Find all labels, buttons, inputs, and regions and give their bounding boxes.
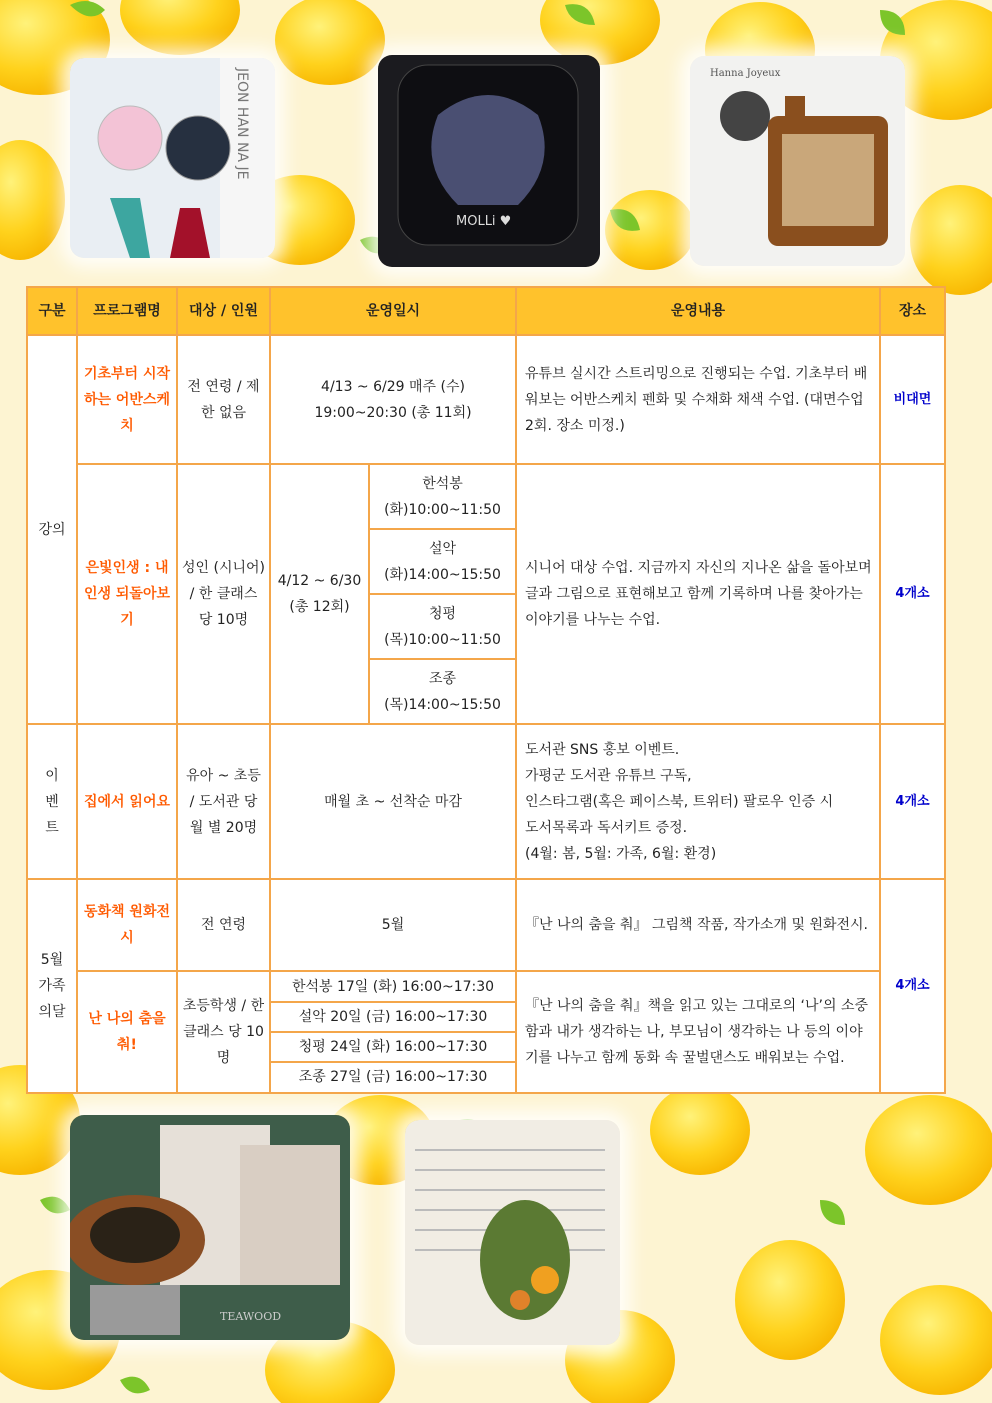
program-content: 시니어 대상 수업. 지금까지 자신의 지나온 삶을 돌아보며 글과 그림으로 표현해보고 함께 기록하며 나를 찾아가는 이야기를 나누는 수업. bbox=[516, 464, 880, 724]
schedule-line: 4/13 ~ 6/29 매주 (수) bbox=[321, 378, 465, 395]
category-event: 이 벤 트 bbox=[27, 724, 77, 879]
branch-schedule bbox=[369, 659, 516, 724]
program-content: 『난 나의 춤을 춰』책을 읽고 있는 그대로의 ‘나’의 소중함과 내가 생각하는 나, 부모님이 생각하는 나 등의 이야기를 나누고 함께 동화 속 꿀벌댄스도 배워보는 수업. bbox=[516, 971, 880, 1093]
program-name: 난 나의 춤을 춰! bbox=[77, 971, 177, 1093]
photo-mirror bbox=[378, 55, 600, 267]
table-row bbox=[27, 724, 945, 879]
branch-schedule bbox=[369, 464, 516, 529]
target-audience: 초등학생 / 한 클래스 당 10명 bbox=[177, 971, 270, 1093]
session-line: 청평 24일 (화) 16:00~17:30 bbox=[271, 1033, 515, 1063]
header-place: 장소 bbox=[880, 287, 945, 335]
content-line: 가평군 도서관 유튜브 구독, bbox=[525, 767, 692, 784]
header-category: 구분 bbox=[27, 287, 77, 335]
table-row bbox=[27, 464, 945, 529]
program-name: 집에서 읽어요 bbox=[77, 724, 177, 879]
header-target: 대상 / 인원 bbox=[177, 287, 270, 335]
content-line: 도서목록과 독서키트 증정. bbox=[525, 819, 688, 836]
header-program: 프로그램명 bbox=[77, 287, 177, 335]
branch-schedule bbox=[369, 594, 516, 659]
target-audience: 유아 ~ 초등 / 도서관 당 월 별 20명 bbox=[177, 724, 270, 879]
branch-name: 청평 bbox=[428, 605, 457, 622]
schedule-cell bbox=[270, 335, 516, 464]
branch-time: (화)14:00~15:50 bbox=[384, 566, 501, 583]
content-line: 인스타그램(혹은 페이스북, 트위터) 팔로우 인증 시 bbox=[525, 793, 834, 810]
program-content bbox=[516, 724, 880, 879]
target-audience: 성인 (시니어) / 한 클래스 당 10명 bbox=[177, 464, 270, 724]
target-audience: 전 연령 bbox=[177, 879, 270, 971]
session-line: 한석봉 17일 (화) 16:00~17:30 bbox=[271, 973, 515, 1003]
program-schedule-table bbox=[26, 286, 946, 1094]
session-line: 조종 27일 (금) 16:00~17:30 bbox=[298, 1069, 488, 1085]
branch-schedule bbox=[369, 529, 516, 594]
program-name: 동화책 원화전시 bbox=[77, 879, 177, 971]
table-row bbox=[27, 879, 945, 971]
place-cell: 4개소 bbox=[880, 464, 945, 724]
photo-tea-brand: TEAWOOD bbox=[220, 1310, 282, 1323]
photo-accessories bbox=[70, 58, 275, 258]
schedule-period: 4/12 ~ 6/30 (총 12회) bbox=[270, 464, 369, 724]
category-may-family: 5월 가족 의달 bbox=[27, 879, 77, 1093]
schedule-cell: 매월 초 ~ 선착순 마감 bbox=[270, 724, 516, 879]
header-schedule: 운영일시 bbox=[270, 287, 516, 335]
branch-time: (화)10:00~11:50 bbox=[384, 501, 501, 518]
branch-name: 한석봉 bbox=[422, 475, 463, 492]
photo-card-caption: Hanna Joyeux bbox=[710, 68, 781, 79]
category-lecture: 강의 bbox=[27, 335, 77, 724]
branch-time: (목)10:00~11:50 bbox=[384, 631, 501, 648]
schedule-cell: 5월 bbox=[270, 879, 516, 971]
table-row bbox=[27, 971, 945, 1093]
schedule-line: 19:00~20:30 (총 11회) bbox=[314, 404, 472, 421]
content-line: 도서관 SNS 홍보 이벤트. bbox=[525, 741, 680, 758]
branch-time: (목)14:00~15:50 bbox=[384, 696, 501, 713]
place-cell: 4개소 bbox=[880, 879, 945, 1093]
program-content: 유튜브 실시간 스트리밍으로 진행되는 수업. 기초부터 배워보는 어반스케치 펜화 및 수채화 채색 수업. (대면수업 2회. 장소 미정.) bbox=[516, 335, 880, 464]
photo-trivet bbox=[690, 56, 905, 266]
table-row bbox=[27, 335, 945, 464]
branch-name: 설악 bbox=[428, 540, 457, 557]
table-header-row bbox=[27, 287, 945, 335]
photo-tea bbox=[70, 1115, 350, 1340]
photo-brand-text: JEON HAN NA JE bbox=[234, 68, 250, 180]
header-content: 운영내용 bbox=[516, 287, 880, 335]
photo-herbs bbox=[405, 1120, 620, 1345]
place-cell: 4개소 bbox=[880, 724, 945, 879]
program-name: 기초부터 시작하는 어반스케치 bbox=[77, 335, 177, 464]
session-list-cell bbox=[270, 971, 516, 1093]
content-line: (4월: 봄, 5월: 가족, 6월: 환경) bbox=[525, 845, 717, 862]
program-name: 은빛인생 : 내 인생 되돌아보기 bbox=[77, 464, 177, 724]
target-audience: 전 연령 / 제한 없음 bbox=[177, 335, 270, 464]
branch-name: 조종 bbox=[428, 670, 457, 687]
program-content: 『난 나의 춤을 춰』 그림책 작품, 작가소개 및 원화전시. bbox=[516, 879, 880, 971]
photo-mirror-brand: MOLLi ♥ bbox=[456, 214, 512, 229]
place-cell: 비대면 bbox=[880, 335, 945, 464]
session-line: 설악 20일 (금) 16:00~17:30 bbox=[271, 1003, 515, 1033]
